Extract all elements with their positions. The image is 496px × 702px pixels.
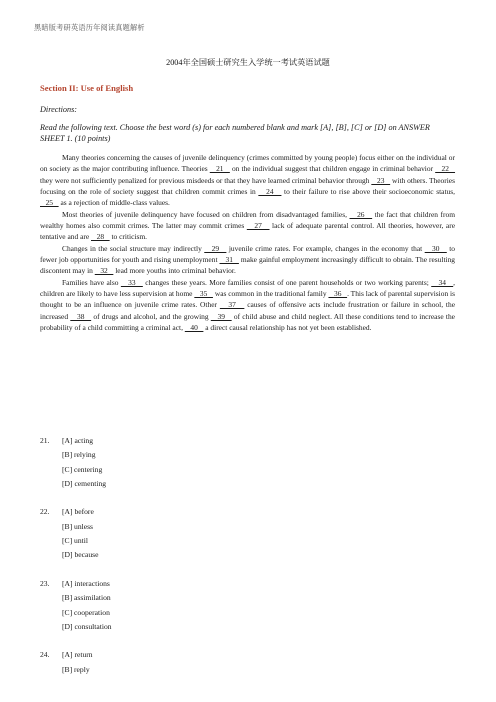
answer-blank: 39 [210, 311, 232, 321]
question-list [40, 434, 340, 691]
passage-paragraph [40, 277, 455, 334]
passage-text: . This lack of parental supervision is thought to be an influence on juvenile crime rates. Other [40, 289, 455, 310]
passage-text: to their failure to rise above their socioeconomic status, [281, 187, 455, 197]
passage-paragraph [40, 243, 455, 277]
passage-text: Most theories of juvenile delinquency have focused on children from disadvantaged families, [62, 209, 350, 219]
answer-option: [C] cooperation [62, 607, 110, 617]
answer-option: [A] before [62, 507, 94, 517]
passage-text: was common in the traditional family [212, 289, 329, 299]
section-heading: Section II: Use of English [40, 83, 134, 93]
passage-text: they were not sufficiently penalized for previous misdeeds or that they have learned criminal behavior through [40, 175, 372, 185]
answer-blank: 34 [431, 277, 454, 287]
passage-text: with others. Theories focusing on the role of society suggest that children commit crimes in [40, 175, 455, 197]
passage-paragraph [40, 152, 455, 209]
answer-blank: 25 [40, 198, 59, 208]
header-note: 黑暗版考研英语历年阅读真题解析 [34, 24, 145, 32]
answer-blank: 35 [194, 289, 213, 299]
passage-text: lack of adequate parental control. All theories, however, are tentative and are [40, 221, 455, 242]
question-number: 24. [40, 650, 50, 660]
answer-blank: 30 [424, 243, 447, 253]
answer-option: [B] relying [62, 450, 96, 460]
passage-text: as a rejection of middle-class values. [58, 198, 170, 208]
passage-text: the fact that children from wealthy homes also commit crimes. The latter may commit crimes [40, 209, 455, 231]
passage-text: to fewer job opportunities for youth and rising unemployment [40, 243, 456, 265]
passage-text: lead more youths into criminal behavior. [113, 266, 236, 276]
answer-blank: 24 [258, 187, 282, 197]
passage-text: , children are likely to have less supervision at home [40, 277, 456, 299]
passage-text: juvenile crime rates. For example, changes in the economy that [226, 243, 425, 253]
answer-blank: 22 [435, 164, 456, 174]
answer-option: [A] return [62, 650, 93, 660]
answer-blank: 36 [328, 289, 348, 299]
answer-blank: 37 [219, 300, 245, 310]
question-number: 22. [40, 507, 50, 517]
answer-option: [B] reply [62, 664, 90, 674]
passage-text: changes these years. More families consist of one parent households or two working parents; [142, 277, 432, 287]
passage-text: to criticism. [109, 232, 147, 242]
passage-text: Families have also [62, 277, 121, 287]
answer-option: [D] consultation [62, 621, 112, 631]
question-item [40, 577, 340, 634]
answer-option: [D] cementing [62, 478, 107, 488]
answer-blank: 33 [120, 277, 143, 287]
question-number: 21. [40, 436, 50, 445]
question-number: 23. [40, 578, 50, 588]
passage-paragraph [40, 209, 455, 243]
answer-option: [B] unless [62, 521, 94, 531]
answer-option: [A] acting [62, 436, 93, 445]
document-title: 2004年全国硕士研究生入学统一考试英语试题 [166, 58, 330, 67]
answer-blank: 32 [94, 266, 114, 276]
answer-blank: 28 [91, 232, 110, 242]
passage-text: Many theories concerning the causes of juvenile delinquency (crimes committed by young people) focus either on the individual or on society as the major contributing influence. Theories [40, 153, 455, 174]
answer-blank: 26 [349, 209, 373, 219]
passage-text: causes of offensive acts include frustration or failure in school, the increased [40, 300, 455, 321]
passage-text: a direct causal relationship has not yet been established. [203, 323, 372, 333]
question-item [40, 434, 340, 491]
reading-passage [40, 152, 455, 334]
passage-text: of drugs and alcohol, and the growing [91, 311, 211, 321]
passage-text: of child abuse and child neglect. All these conditions tend to increase the probability of a child committing a criminal act, [40, 311, 455, 333]
answer-option: [D] because [62, 550, 99, 560]
passage-text: on the individual suggest that children engage in criminal behavior [229, 164, 436, 174]
directions-label: Directions: [40, 105, 77, 114]
question-item [40, 648, 340, 677]
passage-text: make gainful employment increasingly difficult to obtain. The resulting discontent may in [40, 255, 456, 276]
answer-option: [C] until [62, 536, 88, 546]
answer-blank: 21 [209, 164, 230, 174]
question-item [40, 505, 340, 562]
answer-blank: 23 [371, 175, 391, 185]
answer-blank: 31 [219, 255, 239, 265]
answer-option: [C] centering [62, 464, 103, 474]
answer-blank: 40 [184, 323, 204, 333]
directions-text: Read the following text. Choose the best word (s) for each numbered blank and mark [A], [B], [C] or [D] on ANSWER SHEET 1. (10 points) [40, 123, 430, 143]
answer-blank: 29 [204, 243, 227, 253]
answer-blank: 27 [246, 221, 270, 231]
passage-text: Changes in the social structure may indirectly [62, 243, 205, 253]
answer-blank: 38 [70, 311, 92, 321]
answer-option: [B] assimilation [62, 593, 111, 603]
answer-option: [A] interactions [62, 578, 110, 588]
